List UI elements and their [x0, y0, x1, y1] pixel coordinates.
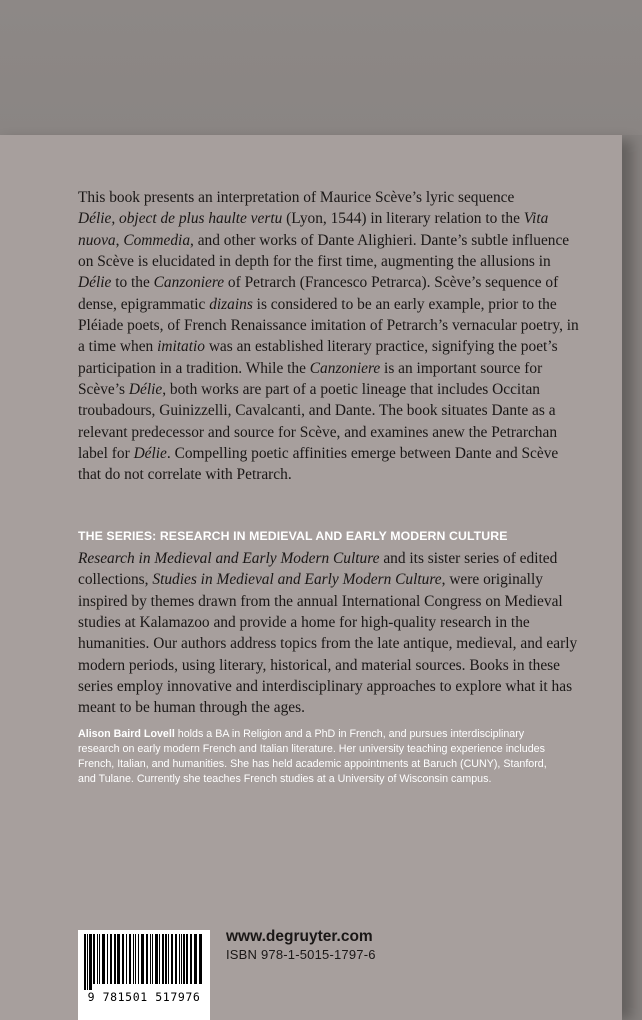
barcode-bar	[87, 934, 88, 990]
barcode-bar	[135, 934, 136, 984]
series-description: Research in Medieval and Early Modern Culture and its sister series of edited collections, Studies in Medieval and Early Modern Culture, were originally inspired by themes drawn from the annual International Congress on Medieval studies at Kalamazoo and provide a home for high-quality research in the humanities. Our authors address topics from the late antique, medieval, and early modern periods, using literary, historical, and material sources. Books in these series employ innovative and interdisciplinary approaches to explore what it has meant to be human through the ages.	[78, 550, 578, 717]
barcode-bar	[122, 934, 124, 984]
barcode-bar	[150, 934, 151, 984]
author-bio: Alison Baird Lovell holds a BA in Religion and a PhD in French, and pursues interdisciplinary research on early modern French and Italian literature. Her university teaching experience includes French, Italian, and humanities. She has held academic appointments at Baruch (CUNY), Stanford, and Tulane. Currently she teaches French studies at a University of Wisconsin campus.	[78, 728, 547, 786]
barcode-bar	[141, 934, 144, 984]
barcode-bar	[175, 934, 177, 984]
barcode-bar	[138, 934, 139, 984]
barcode-bar	[133, 934, 134, 984]
barcode-bar	[129, 934, 131, 984]
barcode-bar	[84, 934, 86, 990]
barcode-bar	[155, 934, 158, 984]
barcode-bar	[194, 934, 197, 984]
barcode-bar	[97, 934, 98, 984]
barcode-bar	[99, 934, 100, 984]
background-top	[0, 0, 642, 135]
publisher-url[interactable]: www.degruyter.com	[226, 928, 373, 945]
author-name: Alison Baird Lovell	[78, 728, 175, 740]
barcode-bar	[183, 934, 185, 984]
book-back-cover	[0, 135, 622, 1020]
barcode-bar	[93, 934, 95, 984]
barcode-digits: 9 781501 517976	[87, 990, 201, 1004]
barcode-bar	[110, 934, 112, 984]
barcode-bar	[162, 934, 164, 984]
barcode-bar	[190, 934, 192, 984]
isbn-number: ISBN 978-1-5015-1797-6	[226, 947, 376, 962]
barcode-bar	[117, 934, 120, 984]
barcode-bar	[181, 934, 182, 984]
barcode-bar	[126, 934, 127, 984]
series-heading: THE SERIES: RESEARCH IN MEDIEVAL AND EARLY MODERN CULTURE	[78, 529, 508, 543]
barcode-bar	[179, 934, 180, 984]
book-description: This book presents an interpretation of Maurice Scève’s lyric sequence Délie, object de plus haulte vertu (Lyon, 1544) in literary relation to the Vita nuova, Commedia, and other works of Dante Alighieri. Dante’s subtle influence on Scève is elucidated in depth for the first time, augmenting the allusions in Délie to the Canzoniere of Petrarch (Francesco Petrarca). Scève’s sequence of dense, epigrammatic dizains is considered to be an early example, prior to the Pléiade poets, of French Renaissance imitation of Petrarch’s vernacular poetry, in a time when imitatio was an established literary practice, signifying the poet’s participation in a tradition. While the Canzoniere is an important source for Scève’s Délie, both works are part of a poetic lineage that includes Occitan troubadours, Guinizzelli, Cavalcanti, and Dante. The book situates Dante as a relevant predecessor and source for Scève, and examines anew the Petrarchan label for Délie. Compelling poetic affinities emerge between Dante and Scève that do not correlate with Petrarch.	[78, 189, 579, 484]
barcode-bar	[159, 934, 160, 984]
barcode-bar	[168, 934, 169, 984]
isbn-barcode	[78, 930, 210, 1020]
barcode-bars	[82, 934, 206, 990]
barcode-bar	[146, 934, 148, 984]
barcode-bar	[152, 934, 153, 984]
barcode-bar	[171, 934, 173, 984]
barcode-bar	[107, 934, 108, 984]
barcode-bar	[199, 934, 202, 984]
barcode-bar	[165, 934, 167, 984]
barcode-bar	[102, 934, 105, 984]
barcode-bar	[89, 934, 92, 990]
barcode-bar	[186, 934, 188, 984]
barcode-bar	[114, 934, 116, 984]
